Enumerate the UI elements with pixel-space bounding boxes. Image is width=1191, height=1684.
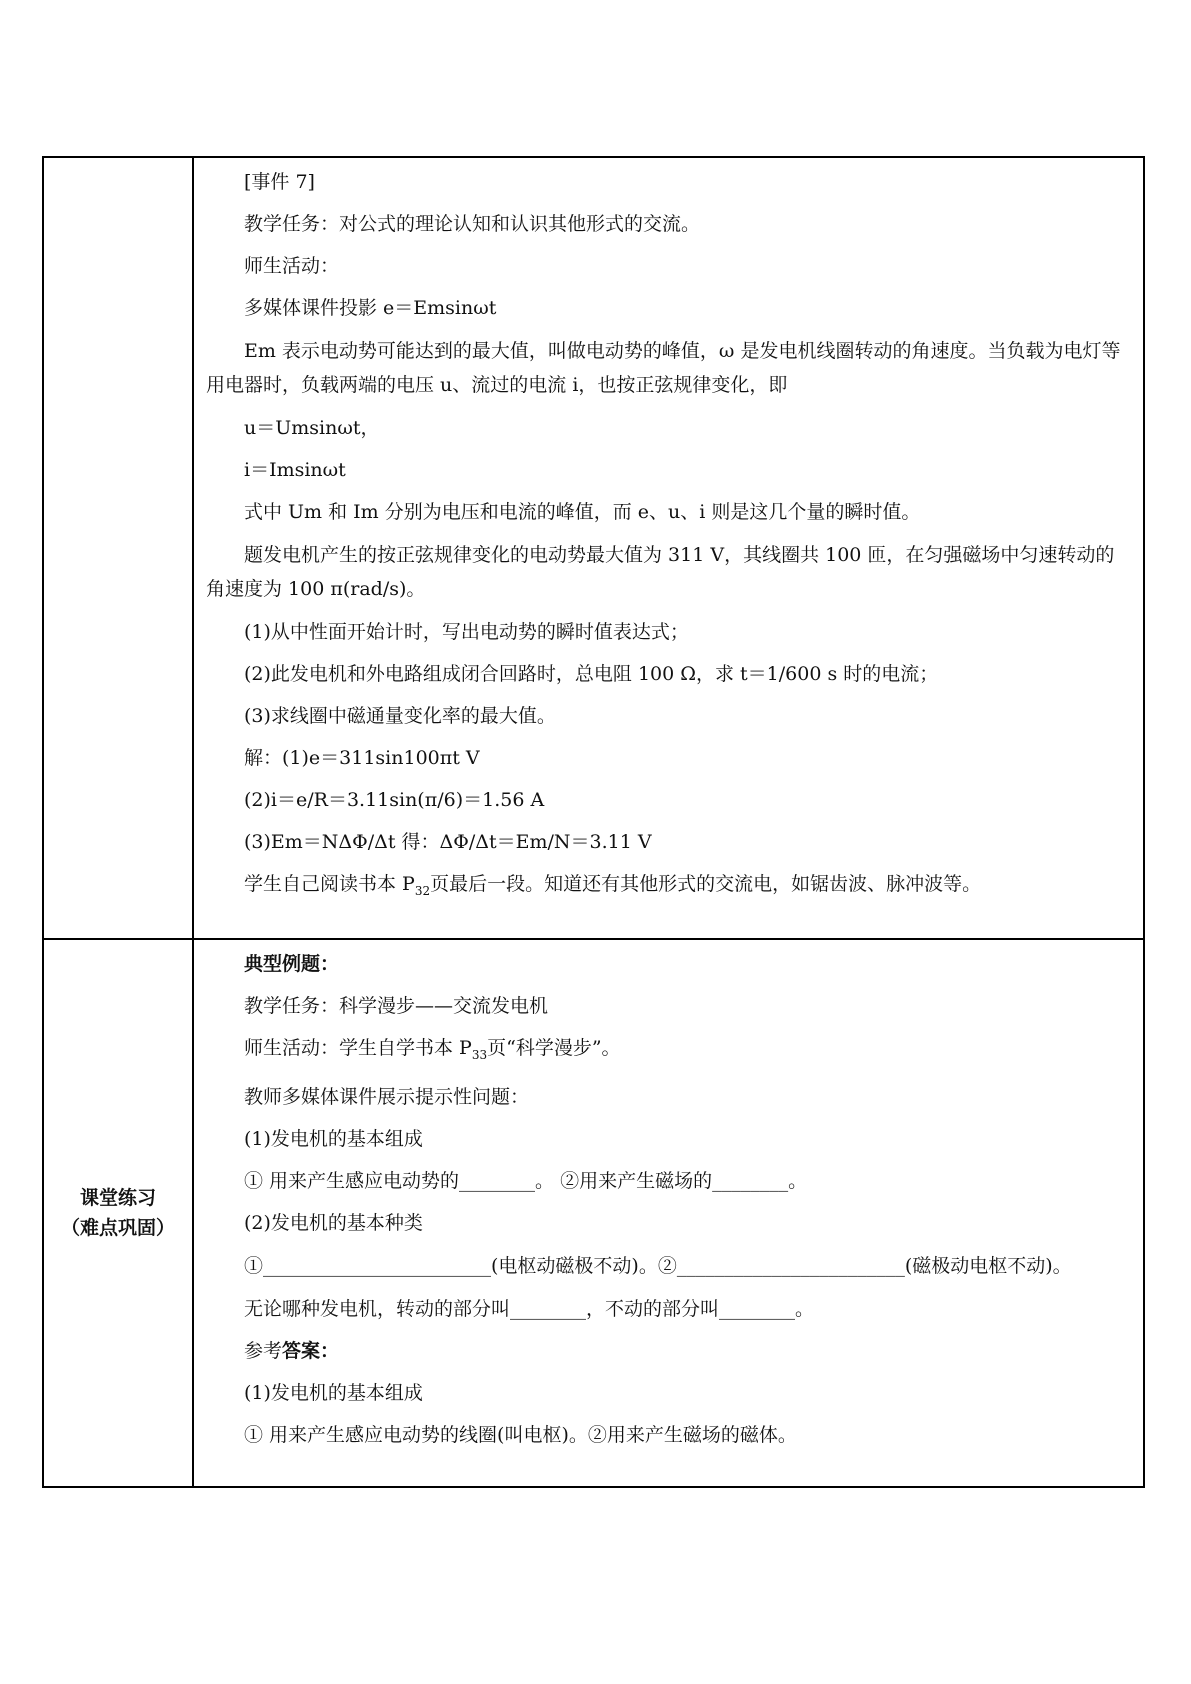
solution-1: 解：(1)e＝311sin100πt V (244, 747, 480, 769)
formula-e: 多媒体课件投影 e＝Emsinωt (244, 297, 497, 319)
formula-u: u＝Umsinωt， (244, 417, 380, 439)
activity-label: 师生活动： (244, 255, 340, 277)
answer-line: (1)发电机的基本组成 (244, 1381, 423, 1404)
label-cell-practice (43, 939, 193, 1487)
question-3: (3)求线圈中磁通量变化率的最大值。 (244, 705, 556, 727)
component-heading: (1)发电机的基本组成 (244, 1127, 423, 1150)
component-blanks: ① 用来产生感应电动势的________。 ②用来产生磁场的________。 (244, 1169, 808, 1192)
answer-line: ① 用来产生感应电动势的线圈(叫电枢)。②用来产生磁场的磁体。 (244, 1423, 797, 1446)
question-2: (2)此发电机和外电路组成闭合回路时，总电阻 100 Ω，求 t＝1/600 s 时的电流； (244, 663, 939, 685)
section-label: 课堂练习 (79, 1187, 156, 1209)
rotor-stator-blanks: 无论哪种发电机，转动的部分叫________，不动的部分叫________。 (244, 1297, 815, 1320)
type-heading: (2)发电机的基本种类 (244, 1211, 423, 1234)
answer-heading: 参考答案： (244, 1339, 340, 1362)
content-cell-event7 (193, 157, 1144, 939)
reading-note: 学生自己阅读书本 $P_{32}$页最后一段。知道还有其他形式的交流电，如锯齿波、脉冲波等。 (244, 873, 982, 898)
solution-2: (2)i＝e/R＝3.11sin(π/6)＝1.56 A (244, 789, 545, 811)
question-1: (1)从中性面开始计时，写出电动势的瞬时值表达式； (244, 621, 689, 643)
table-row (43, 939, 1144, 1487)
label-cell-empty (43, 157, 193, 939)
peak-value-note: 式中 Um 和 Im 分别为电压和电流的峰值，而 e、u、i 则是这几个量的瞬时值。 (244, 501, 921, 523)
lesson-plan-table (42, 156, 1145, 1488)
section-sublabel: （难点巩固） (60, 1217, 175, 1239)
teaching-task: 教学任务：科学漫步——交流发电机 (244, 995, 549, 1017)
content-cell-practice (193, 939, 1144, 1487)
example-heading: 典型例题： (244, 953, 340, 975)
event-title: [事件 7] (244, 171, 315, 193)
solution-3: (3)Em＝NΔΦ/Δt 得：ΔΦ/Δt＝Em/N＝3.11 V (244, 831, 652, 853)
activity-line: 师生活动：学生自学书本 $P_{33}$页“科学漫步”。 (244, 1037, 621, 1062)
type-blanks: ①________________________(电枢动磁极不动)。②________________________(磁极动电枢不动)。 (244, 1254, 1072, 1277)
example-problem: 题发电机产生的按正弦规律变化的电动势最大值为 311 V，其线圈共 100 匝，在匀强磁场中匀速转动的角速度为 100 π(rad/s)。 (206, 544, 1115, 600)
prompt-line: 教师多媒体课件展示提示性问题： (244, 1085, 530, 1108)
table-row (43, 157, 1144, 939)
formula-i: i＝Imsinωt (244, 459, 346, 481)
teaching-task: 教学任务：对公式的理论认知和认识其他形式的交流。 (244, 213, 701, 235)
formula-explanation: Em 表示电动势可能达到的最大值，叫做电动势的峰值，ω 是发电机线圈转动的角速度。当负载为电灯等用电器时，负载两端的电压 u、流过的电流 i，也按正弦规律变化，即 (206, 340, 1121, 396)
